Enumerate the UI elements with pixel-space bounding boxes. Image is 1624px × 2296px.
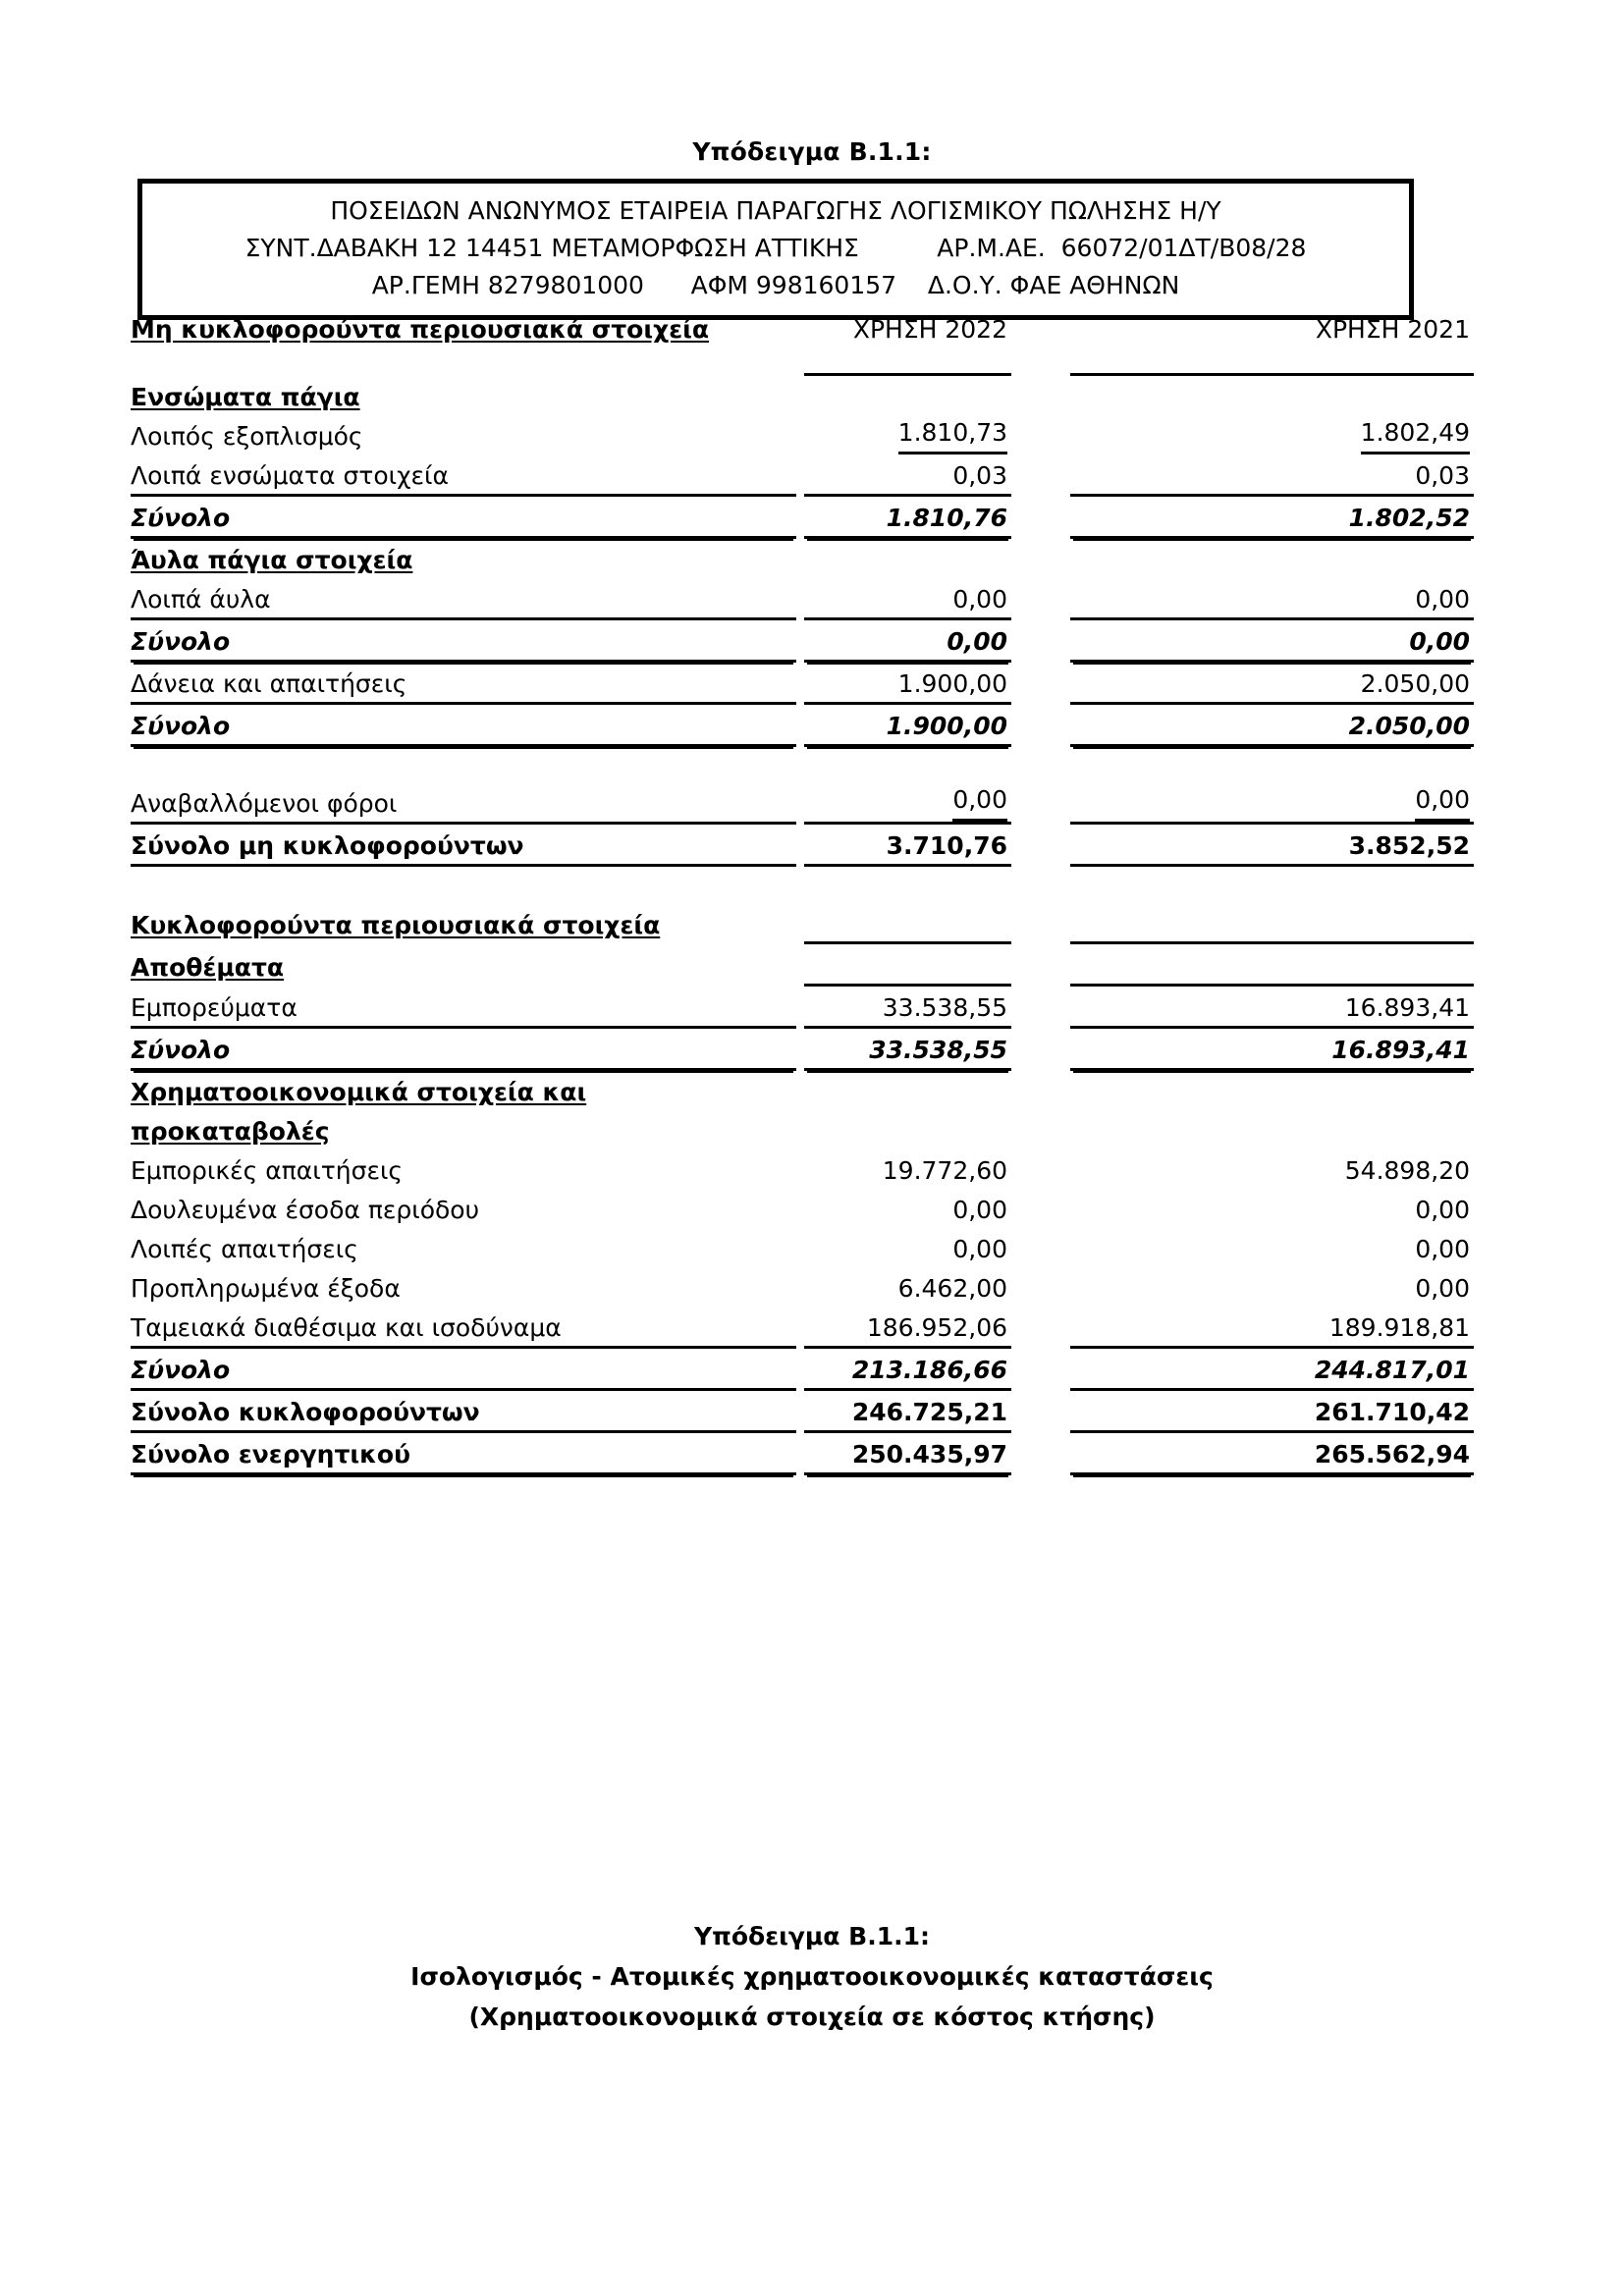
row-value-2022-text: 19.772,60 [882,1156,1007,1185]
row-label-text: Αναβαλλόμενοι φόροι [131,789,398,818]
row-value-2022 [804,902,1011,943]
table-row [131,662,1474,704]
row-value-2022 [804,1189,1011,1228]
row-value-2022 [804,704,1011,746]
table-row [131,986,1474,1028]
row-value-2021-text: 0,03 [1415,461,1470,490]
row-label [131,1028,796,1070]
row-label-text: Ταμειακά διαθέσιμα και ισοδύναμα [131,1313,562,1342]
row-label [131,1110,796,1149]
row-value-2022 [804,578,1011,619]
row-value-2021-text: 0,00 [1409,627,1470,656]
table-row [131,1110,1474,1149]
row-label-text: Κυκλοφορούντα περιουσιακά στοιχεία [131,910,661,939]
column-gap [796,1070,804,1111]
row-value-2022 [804,1432,1011,1474]
table-row [131,375,1474,416]
column-gap [796,824,804,866]
row-label-text: Ενσώματα πάγια [131,383,360,411]
column-gap-2 [1011,375,1070,416]
column-gap-2 [1011,782,1070,824]
row-label [131,578,796,619]
row-label-text: Αποθέματα [131,952,285,982]
row-value-2022-text: 213.186,66 [851,1356,1007,1384]
column-gap [796,1110,804,1149]
column-gap [796,1432,804,1474]
row-value-2021 [1070,1028,1474,1070]
column-header-label: Μη κυκλοφορούντα περιουσιακά στοιχεία [131,315,710,344]
row-value-2022 [804,1307,1011,1348]
table-row [131,782,1474,824]
row-label [131,619,796,662]
table-row [131,415,1474,454]
table-header [131,312,1474,375]
column-gap-2 [1011,1189,1070,1228]
header-rule-2021 [1070,347,1474,375]
row-value-2022 [804,496,1011,538]
row-value-2022 [804,375,1011,416]
row-value-2022-text: 6.462,00 [897,1274,1007,1303]
column-gap-2 [1011,1390,1070,1432]
table-row [131,578,1474,619]
column-gap [796,1149,804,1189]
row-label [131,1228,796,1267]
row-value-2021-text: 2.050,00 [1360,669,1470,698]
row-label [131,746,796,783]
column-gap [796,1028,804,1070]
company-name-line: ΠΟΣΕΙΔΩΝ ΑΝΩΝΥΜΟΣ ΕΤΑΙΡΕΙΑ ΠΑΡΑΓΩΓΗΣ ΛΟΓΙΣΜΙΚΟΥ ΠΩΛΗΣΗΣ Η/Υ [330,196,1221,225]
column-gap-2 [1011,943,1070,986]
row-value-2021-text: 1.802,49 [1361,415,1470,454]
row-value-2022 [804,1070,1011,1111]
row-value-2022 [804,1390,1011,1432]
row-value-2021 [1070,824,1474,866]
page-title-top: Υπόδειγμα Β.1.1: [692,137,932,166]
column-gap [796,415,804,454]
row-value-2021-text: 261.710,42 [1314,1398,1470,1426]
row-label [131,1348,796,1390]
column-gap [796,1267,804,1307]
row-label [131,454,796,496]
row-label-text: Σύνολο ενεργητικού [131,1440,410,1468]
row-label-text: Εμπορεύματα [131,993,298,1022]
row-value-2021 [1070,782,1474,824]
row-label [131,1149,796,1189]
column-gap-2 [1011,1267,1070,1307]
row-value-2021 [1070,1348,1474,1390]
row-label-text: Λοιπά άυλα [131,585,271,614]
row-value-2021-text: 265.562,94 [1314,1440,1470,1468]
row-value-2021-text: 16.893,41 [1344,993,1470,1022]
row-label [131,1070,796,1111]
row-value-2022 [804,415,1011,454]
column-gap [796,943,804,986]
row-label [131,943,796,986]
header-rule-2022 [804,347,1011,375]
table-row [131,1189,1474,1228]
row-value-2022-text: 250.435,97 [851,1440,1007,1468]
row-label-text: Λοιπές απαιτήσεις [131,1235,358,1263]
row-value-2021 [1070,1390,1474,1432]
table-row [131,1348,1474,1390]
row-value-2022 [804,662,1011,704]
company-registry-line: ΑΡ.ΓΕΜΗ 8279801000 ΑΦΜ 998160157 Δ.Ο.Υ. ΦΑΕ ΑΘΗΝΩΝ [371,271,1180,299]
footer-line-3: (Χρηματοοικονομικά στοιχεία σε κόστος κτήσης) [468,2002,1156,2031]
column-gap-2 [1011,824,1070,866]
row-label [131,1267,796,1307]
column-gap [796,704,804,746]
column-gap [796,375,804,416]
row-value-2022 [804,943,1011,986]
column-gap [796,496,804,538]
row-label-text: Σύνολο [131,627,231,656]
row-value-2022 [804,866,1011,903]
row-label-text: Σύνολο μη κυκλοφορούντων [131,831,524,860]
table-row [131,1070,1474,1111]
table-row [131,1267,1474,1307]
column-gap [796,662,804,704]
row-value-2021 [1070,619,1474,662]
row-label-text: Σύνολο [131,1036,231,1064]
row-value-2022-text: 1.810,76 [886,504,1007,532]
column-gap-2 [1011,1110,1070,1149]
row-value-2022 [804,782,1011,824]
column-gap-2 [1011,662,1070,704]
table-row [131,704,1474,746]
table-row [131,619,1474,662]
row-label-text: Σύνολο [131,712,231,740]
row-value-2021-text: 16.893,41 [1331,1036,1470,1064]
row-value-2021-text: 0,00 [1415,585,1470,614]
table-row [131,746,1474,783]
table-row [131,538,1474,579]
row-label [131,902,796,943]
row-value-2022-text: 0,00 [952,1196,1007,1224]
table-row [131,824,1474,866]
table-row [131,943,1474,986]
column-gap [796,1390,804,1432]
row-label-text: Λοιπός εξοπλισμός [131,422,363,451]
row-value-2021-text: 2.050,00 [1348,712,1470,740]
row-value-2022-text: 0,00 [952,782,1007,822]
row-label-text: Λοιπά ενσώματα στοιχεία [131,461,449,490]
row-value-2022 [804,538,1011,579]
row-label [131,824,796,866]
row-value-2021 [1070,1149,1474,1189]
balance-sheet-table [131,312,1474,1475]
row-value-2022-text: 1.810,73 [898,415,1007,454]
row-value-2021 [1070,1189,1474,1228]
row-value-2021 [1070,1432,1474,1474]
row-value-2021 [1070,704,1474,746]
column-gap-2 [1011,1149,1070,1189]
column-gap-2 [1011,746,1070,783]
row-label [131,782,796,824]
column-gap-2 [1011,415,1070,454]
column-gap-2 [1011,1307,1070,1348]
page-footer [0,1916,1624,2037]
row-value-2021 [1070,1110,1474,1149]
row-value-2021-text: 54.898,20 [1344,1156,1470,1185]
row-value-2022 [804,1110,1011,1149]
row-value-2021-text: 0,00 [1415,1196,1470,1224]
row-value-2021-text: 189.918,81 [1328,1313,1470,1342]
column-gap [796,902,804,943]
row-value-2022-text: 0,03 [952,461,1007,490]
column-gap-2 [1011,1028,1070,1070]
row-value-2022-text: 1.900,00 [886,712,1007,740]
row-label-text: Χρηματοοικονομικά στοιχεία και [131,1078,587,1106]
row-value-2021 [1070,454,1474,496]
row-label [131,1307,796,1348]
row-value-2021 [1070,662,1474,704]
row-value-2021 [1070,1070,1474,1111]
row-value-2021-text: 1.802,52 [1348,504,1470,532]
table-header-row [131,312,1474,347]
row-value-2021-text: 0,00 [1415,1235,1470,1263]
column-gap-2 [1011,704,1070,746]
row-label-text: Προπληρωμένα έξοδα [131,1274,401,1303]
column-gap [796,986,804,1028]
column-gap-2 [1011,619,1070,662]
column-gap-2 [1011,578,1070,619]
row-value-2022 [804,1228,1011,1267]
row-value-2021 [1070,496,1474,538]
column-gap-2 [1011,496,1070,538]
row-value-2021-text: 244.817,01 [1314,1356,1470,1384]
column-gap-2 [1011,1432,1070,1474]
row-value-2021 [1070,375,1474,416]
row-label [131,375,796,416]
row-value-2022 [804,986,1011,1028]
column-header-year-2021: ΧΡΗΣΗ 2021 [1315,315,1470,344]
row-label [131,704,796,746]
column-gap-2 [1011,1070,1070,1111]
table-row [131,496,1474,538]
row-label [131,1189,796,1228]
column-header-year-2022: ΧΡΗΣΗ 2022 [852,315,1007,344]
row-value-2022-text: 33.538,55 [882,993,1007,1022]
table-row [131,1028,1474,1070]
row-value-2022 [804,1028,1011,1070]
row-value-2022-text: 3.710,76 [886,831,1007,860]
row-label [131,866,796,903]
column-gap-2 [1011,1228,1070,1267]
table-body [131,375,1474,1474]
row-value-2022-text: 1.900,00 [897,669,1007,698]
row-label-text: Σύνολο [131,1356,231,1384]
row-value-2021 [1070,538,1474,579]
row-value-2021-text: 0,00 [1415,782,1470,822]
row-label-text: Σύνολο [131,504,231,532]
column-gap [796,538,804,579]
column-gap [796,454,804,496]
row-label [131,496,796,538]
footer-line-2: Ισολογισμός - Ατομικές χρηματοοικονομικές καταστάσεις [410,1962,1214,1991]
row-value-2021 [1070,943,1474,986]
table-row [131,1432,1474,1474]
column-gap-2 [1011,866,1070,903]
column-gap-2 [1011,454,1070,496]
row-value-2022 [804,1149,1011,1189]
row-value-2022 [804,746,1011,783]
table-row [131,1228,1474,1267]
table-row [131,1307,1474,1348]
row-label-text: Δουλευμένα έσοδα περιόδου [131,1196,480,1224]
column-gap [796,1348,804,1390]
row-value-2021 [1070,415,1474,454]
row-value-2021 [1070,1267,1474,1307]
row-value-2022-text: 246.725,21 [851,1398,1007,1426]
table-row [131,454,1474,496]
table-row [131,1390,1474,1432]
column-gap [796,866,804,903]
row-label-text: Δάνεια και απαιτήσεις [131,669,407,698]
row-value-2021 [1070,866,1474,903]
row-value-2022 [804,1348,1011,1390]
row-value-2021 [1070,1228,1474,1267]
row-value-2022-text: 33.538,55 [869,1036,1007,1064]
row-label [131,538,796,579]
row-label [131,415,796,454]
column-gap-2 [1011,986,1070,1028]
column-gap-2 [1011,538,1070,579]
table-row [131,1149,1474,1189]
row-label-text: Άυλα πάγια στοιχεία [131,546,413,574]
column-gap [796,746,804,783]
column-gap [796,578,804,619]
table-row [131,866,1474,903]
column-gap-2 [1011,1348,1070,1390]
row-value-2022-text: 0,00 [947,627,1007,656]
row-value-2021 [1070,1307,1474,1348]
row-value-2022 [804,824,1011,866]
row-value-2022-text: 186.952,06 [866,1313,1007,1342]
company-header-box [137,179,1414,320]
table-row [131,902,1474,943]
row-label [131,1432,796,1474]
row-value-2022 [804,1267,1011,1307]
column-gap [796,1189,804,1228]
row-value-2022 [804,619,1011,662]
column-gap-2 [1011,902,1070,943]
column-gap [796,619,804,662]
row-label-text: Εμπορικές απαιτήσεις [131,1156,404,1185]
column-gap [796,1228,804,1267]
column-gap [796,782,804,824]
row-label [131,1390,796,1432]
row-value-2021 [1070,578,1474,619]
row-label [131,662,796,704]
row-value-2022 [804,454,1011,496]
row-value-2022-text: 0,00 [952,1235,1007,1263]
row-label [131,986,796,1028]
row-value-2021 [1070,902,1474,943]
row-value-2022-text: 0,00 [952,585,1007,614]
row-value-2021-text: 3.852,52 [1348,831,1470,860]
footer-line-1: Υπόδειγμα Β.1.1: [693,1922,931,1950]
column-gap [796,1307,804,1348]
company-address-line: ΣΥΝΤ.ΔΑΒΑΚΗ 12 14451 ΜΕΤΑΜΟΡΦΩΣΗ ΑΤΤΙΚΗΣ ΑΡ.Μ.ΑΕ. 66072/01ΔΤ/Β08/28 [244,234,1307,262]
row-value-2021-text: 0,00 [1415,1274,1470,1303]
row-value-2021 [1070,746,1474,783]
row-value-2021 [1070,986,1474,1028]
row-label-text: προκαταβολές [131,1117,330,1146]
header-rule-row [131,347,1474,375]
row-label-text: Σύνολο κυκλοφορούντων [131,1398,480,1426]
